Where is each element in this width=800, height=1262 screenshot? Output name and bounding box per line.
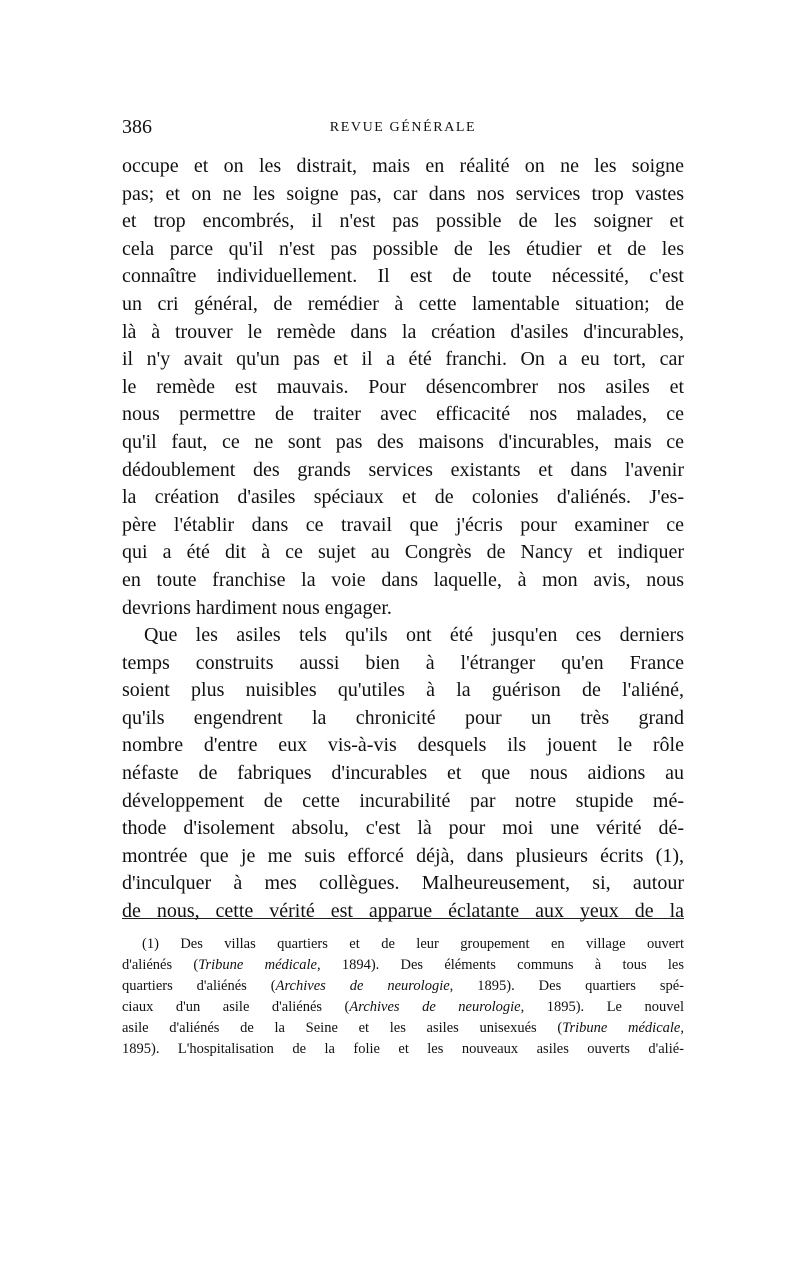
footnote-line [122, 976, 684, 997]
footnote-text: 1895). L'hospitalisation de la folie et les nouveaux asiles ouverts d'alié- [122, 1041, 684, 1057]
text-line: il n'y avait qu'un pas et il a été franchi. On a eu tort, car [122, 348, 684, 371]
footnote-text: , 1895). Le nouvel [520, 999, 684, 1015]
text-line: et trop encombrés, il n'est pas possible de les soigner et [122, 210, 684, 233]
text-line: de nous, cette vérité est apparue éclatante aux yeux de la [122, 900, 684, 923]
footnote-text: asile d'aliénés de la Seine et les asiles unisexués ( [122, 1020, 563, 1036]
text-line: dédoublement des grands services existants et dans l'avenir [122, 458, 684, 481]
footnote-line [122, 997, 684, 1018]
footnote [122, 934, 684, 1060]
paragraph-end-line: devrions hardiment nous engager. [122, 596, 392, 619]
text-line: connaître individuellement. Il est de toute nécessité, c'est [122, 265, 684, 288]
text-line: pas; et on ne les soigne pas, car dans nos services trop vastes [122, 182, 684, 205]
footnote-text: (1) Des villas quartiers et de leur groupement en village ouvert [142, 936, 684, 952]
footnote-text: , 1895). Des quartiers spé- [449, 978, 684, 994]
text-line: développement de cette incurabilité par notre stupide mé- [122, 789, 684, 812]
footnote-line [122, 955, 684, 976]
text-line: néfaste de fabriques d'incurables et que nous aidions au [122, 762, 684, 785]
text-line: là à trouver le remède dans la création d'asiles d'incurables, [122, 320, 684, 343]
page-number: 386 [122, 116, 152, 138]
text-line: qu'il faut, ce ne sont pas des maisons d'incurables, mais ce [122, 430, 684, 453]
footnote-text: , [680, 1020, 684, 1036]
body-text [122, 153, 684, 926]
text-line: montrée que je me suis efforcé déjà, dans plusieurs écrits (1), [122, 844, 684, 867]
footnote-line [122, 934, 684, 955]
page-header [122, 116, 684, 142]
text-line: un cri général, de remédier à cette lamentable situation; de [122, 292, 684, 315]
footnote-journal-title: Tribune médicale [198, 957, 317, 973]
text-line: soient plus nuisibles qu'utiles à la guérison de l'aliéné, [122, 679, 684, 702]
footnote-text: ciaux d'un asile d'aliénés ( [122, 999, 350, 1015]
text-line: qu'ils engendrent la chronicité pour un très grand [122, 706, 684, 729]
paragraph-start-line: Que les asiles tels qu'ils ont été jusqu'en ces derniers [144, 624, 684, 647]
text-line: la création d'asiles spéciaux et de colonies d'aliénés. J'es- [122, 486, 684, 509]
text-line: occupe et on les distrait, mais en réalité on ne les soigne [122, 155, 684, 177]
footnote-journal-title: Archives de neurologie [349, 999, 521, 1015]
footnote-journal-title: Tribune médicale [562, 1020, 681, 1036]
running-title: REVUE GÉNÉRALE [329, 120, 477, 135]
footnote-text: d'aliénés ( [122, 957, 199, 973]
footnote-journal-title: Archives de neurologie [275, 978, 450, 994]
footnote-line [122, 1039, 684, 1060]
footnote-text: , 1894). Des éléments communs à tous les [316, 957, 685, 973]
text-line: temps construits aussi bien à l'étranger qu'en France [122, 651, 684, 674]
text-line: père l'établir dans ce travail que j'écris pour examiner ce [122, 513, 684, 536]
footnote-line [122, 1018, 684, 1039]
text-line: nous permettre de traiter avec efficacité nos malades, ce [122, 403, 684, 426]
text-line: le remède est mauvais. Pour désencombrer nos asiles et [122, 375, 684, 398]
text-line: nombre d'entre eux vis-à-vis desquels ils jouent le rôle [122, 734, 684, 757]
footnote-separator [122, 918, 684, 919]
text-line: en toute franchise la voie dans laquelle, à mon avis, nous [122, 568, 684, 591]
footnote-text: quartiers d'aliénés ( [122, 978, 276, 994]
text-line: d'inculquer à mes collègues. Malheureusement, si, autour [122, 872, 684, 895]
text-line: qui a été dit à ce sujet au Congrès de Nancy et indiquer [122, 541, 684, 564]
text-line: thode d'isolement absolu, c'est là pour moi une vérité dé- [122, 817, 684, 840]
text-line: cela parce qu'il n'est pas possible de les étudier et de les [122, 237, 684, 260]
